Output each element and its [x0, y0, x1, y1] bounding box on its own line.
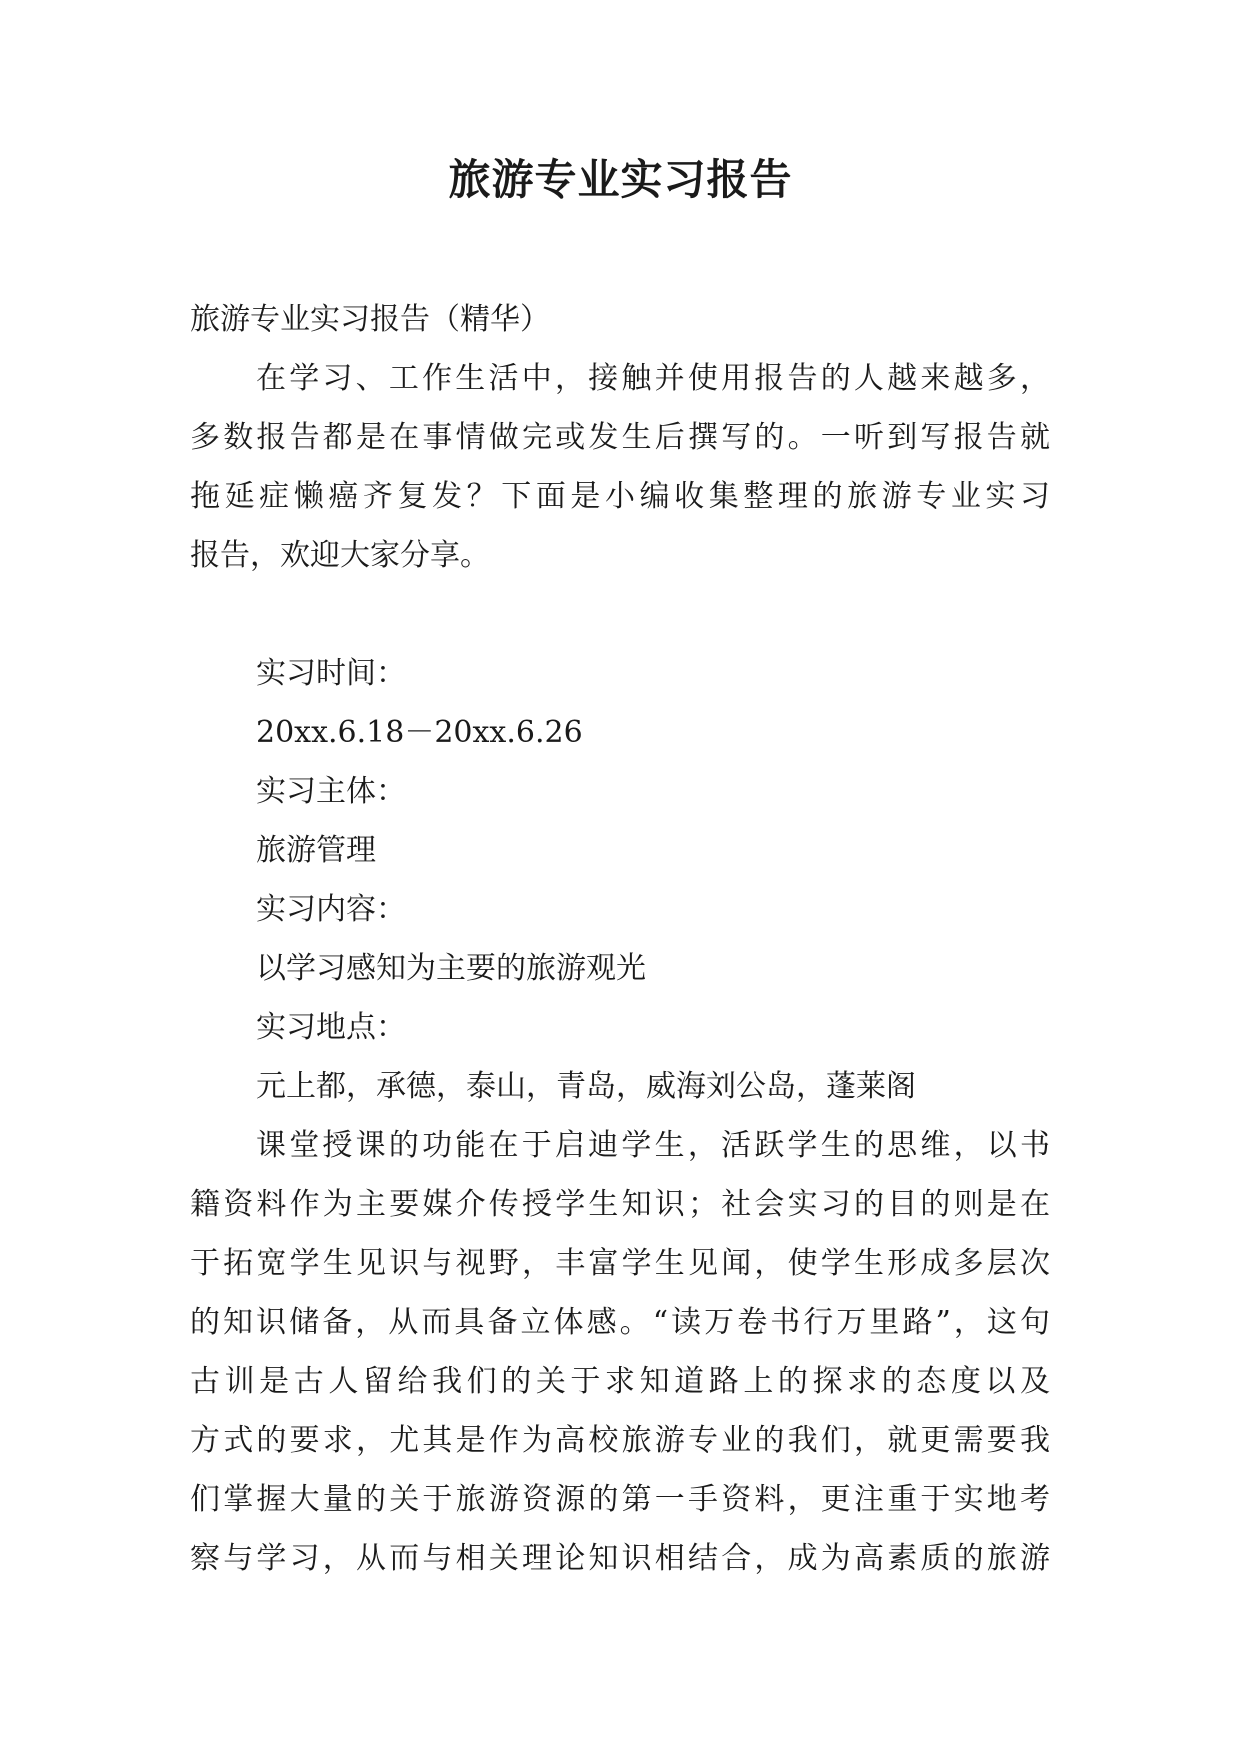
body-line: 们掌握大量的关于旅游资源的第一手资料，更注重于实地考 [190, 1482, 1050, 1517]
body-line: 籍资料作为主要媒介传授学生知识；社会实习的目的则是在 [190, 1187, 1050, 1222]
body-line: 察与学习，从而与相关理论知识相结合，成为高素质的旅游 [190, 1541, 1050, 1576]
field-value-time: 20xx.6.18－20xx.6.26 [256, 715, 583, 750]
body-line: 于拓宽学生见识与视野，丰富学生见闻，使学生形成多层次 [190, 1246, 1050, 1281]
blank-line [190, 585, 1050, 644]
body-line: 古训是古人留给我们的关于求知道路上的探求的态度以及 [190, 1364, 1050, 1399]
intro-paragraph [190, 349, 1050, 585]
field-value-location: 元上都，承德，泰山，青岛，威海刘公岛，蓬莱阁 [256, 1069, 916, 1104]
field-label-content: 实习内容： [256, 892, 406, 927]
intro-line: 在学习、工作生活中，接触并使用报告的人越来越多， [256, 361, 1050, 396]
document-title: 旅游专业实习报告 [448, 155, 793, 204]
intro-line: 拖延症懒癌齐复发？下面是小编收集整理的旅游专业实习 [190, 479, 1050, 514]
field-label-time: 实习时间： [256, 656, 406, 691]
field-label-location: 实习地点： [256, 1010, 406, 1045]
field-label-subject: 实习主体： [256, 774, 406, 809]
field-value-subject: 旅游管理 [256, 833, 376, 868]
body-line: 的知识储备，从而具备立体感。“读万卷书行万里路”，这句 [190, 1305, 1050, 1340]
intro-line: 多数报告都是在事情做完或发生后撰写的。一听到写报告就 [190, 420, 1050, 455]
document-subtitle: 旅游专业实习报告（精华） [190, 302, 550, 337]
intro-line: 报告，欢迎大家分享。 [190, 538, 490, 573]
body-line: 课堂授课的功能在于启迪学生，活跃学生的思维，以书 [256, 1128, 1050, 1163]
body-paragraph [190, 1116, 1050, 1588]
field-value-content: 以学习感知为主要的旅游观光 [256, 951, 646, 986]
document-body [190, 290, 1050, 1588]
body-line: 方式的要求，尤其是作为高校旅游专业的我们，就更需要我 [190, 1423, 1050, 1458]
